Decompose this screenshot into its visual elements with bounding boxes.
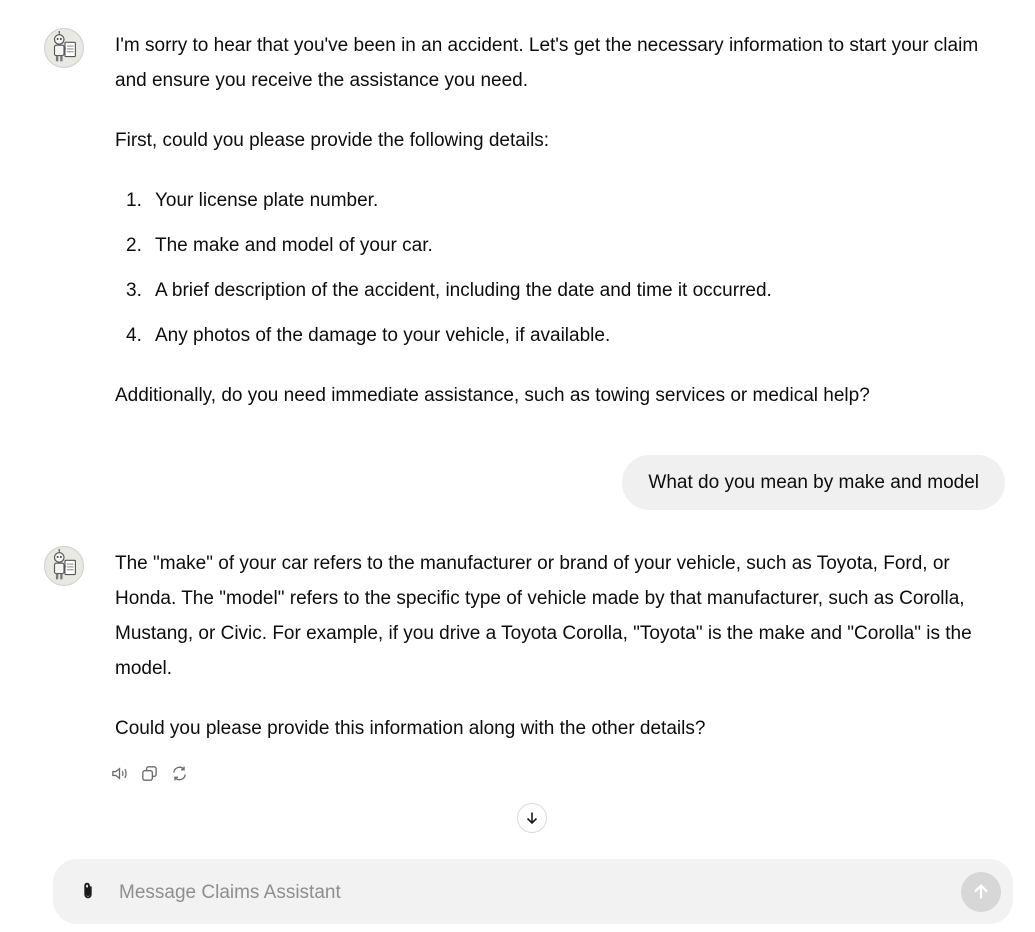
paperclip-icon [77,880,99,902]
message-paragraph: The "make" of your car refers to the manufacturer or brand of your vehicle, such as Toyota, Ford, or Honda. The "model" refers to the specific type of vehicle made by that manufacturer, such as Corolla, Mustang, or Civic. For example, if you drive a Toyota Corolla, "Toyota" is the make and "Corolla" is the model. [115,553,972,679]
assistant-message-content [115,546,1015,746]
assistant-message-content [115,28,1010,413]
user-message-text: What do you mean by make and model [648,472,979,493]
read-aloud-icon [110,764,129,783]
assistant-avatar [44,28,84,68]
message-actions [110,764,189,783]
list-text: The make and model of your car. [155,235,433,256]
scroll-down-button[interactable] [517,803,547,833]
regenerate-button[interactable] [170,764,189,783]
message-paragraph: I'm sorry to hear that you've been in an accident. Let's get the necessary information to start your claim and ensure you receive the assistance you need. [115,35,979,91]
list-item [115,273,1010,308]
list-text: Your license plate number. [155,190,379,211]
user-message-bubble [622,455,1005,510]
list-item [115,318,1010,353]
robot-clipboard-icon [45,547,83,585]
list-text: A brief description of the accident, including the date and time it occurred. [155,280,772,301]
list-text: Any photos of the damage to your vehicle, if available. [155,325,611,346]
list-item [115,228,1010,263]
read-aloud-button[interactable] [110,764,129,783]
arrow-up-icon [970,881,992,903]
list-number: 2. [126,235,142,256]
message-paragraph: Additionally, do you need immediate assistance, such as towing services or medical help? [115,385,870,406]
list-number: 1. [126,190,142,211]
attach-button[interactable] [76,879,100,903]
message-paragraph: Could you please provide this information along with the other details? [115,718,706,739]
regenerate-icon [170,764,189,783]
list-item [115,183,1010,218]
message-input[interactable] [117,875,941,911]
details-list [115,183,1010,353]
message-composer [53,859,1013,924]
list-number: 3. [126,280,142,301]
copy-icon [140,764,159,783]
send-button[interactable] [961,872,1001,912]
arrow-down-icon [524,810,540,826]
assistant-avatar [44,546,84,586]
robot-clipboard-icon [45,29,83,67]
message-paragraph: First, could you please provide the following details: [115,130,550,151]
copy-button[interactable] [140,764,159,783]
list-number: 4. [126,325,142,346]
